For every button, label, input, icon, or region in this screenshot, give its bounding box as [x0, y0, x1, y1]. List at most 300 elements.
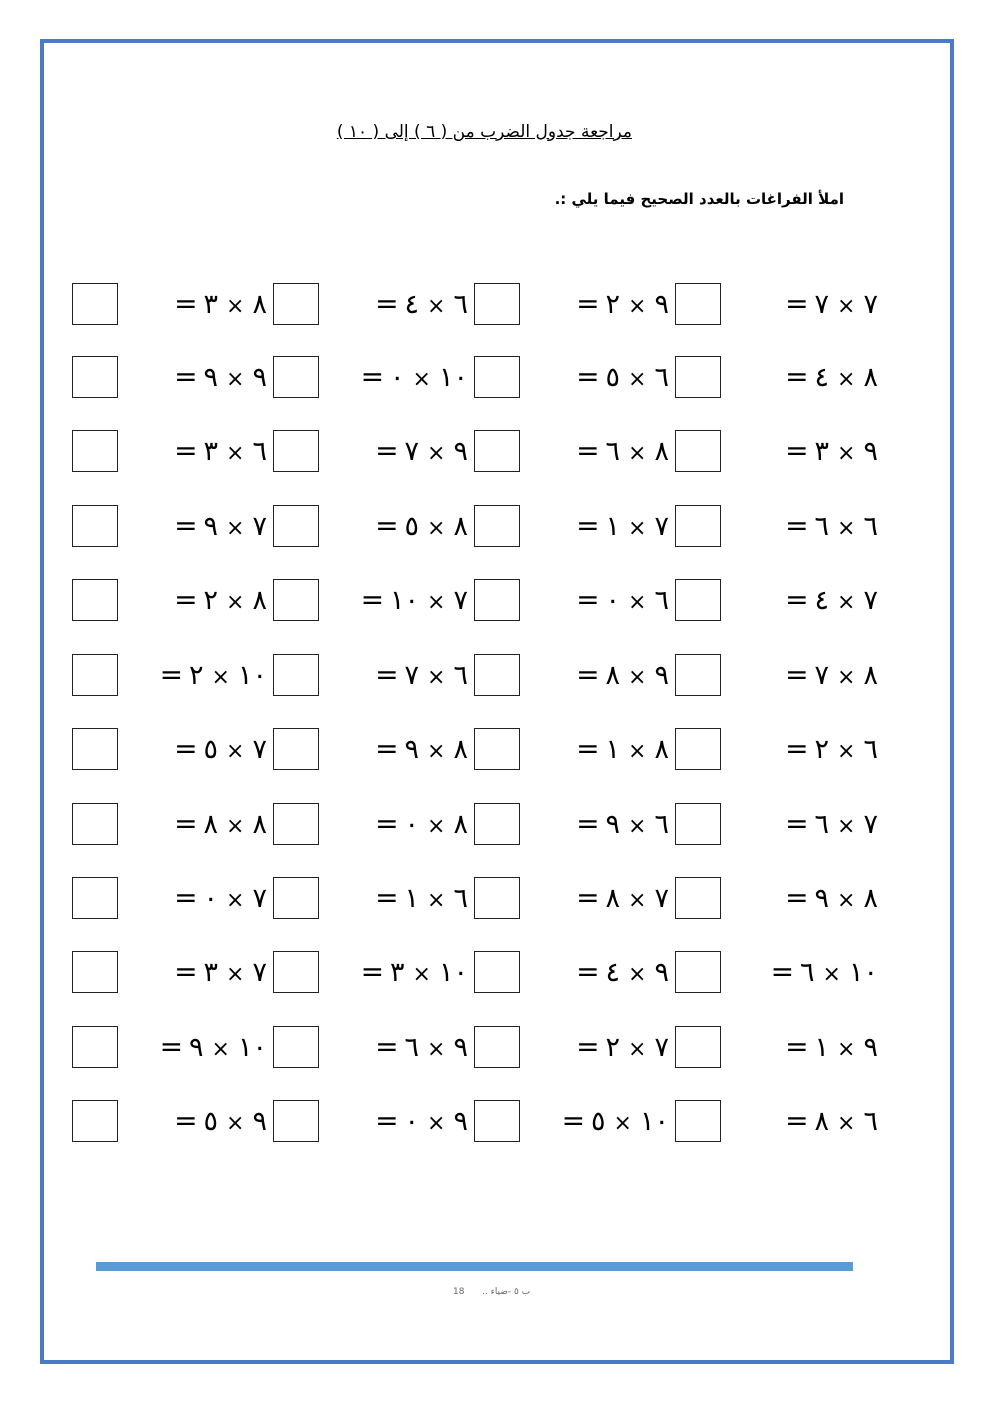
times-sign: ×: [837, 1111, 856, 1136]
multiplier: ٢: [605, 1032, 621, 1063]
multiplication-expression: [566, 728, 669, 770]
answer-box[interactable]: [273, 951, 319, 993]
multiplier: ٠: [390, 362, 405, 393]
multiplication-expression: [775, 505, 878, 547]
multiplier: ١: [814, 1032, 830, 1063]
multiplier: ٨: [814, 1106, 830, 1137]
times-sign: ×: [628, 1037, 647, 1062]
multiplication-expression: [164, 951, 267, 993]
multiplicand: ٦: [863, 511, 878, 542]
page-number: 18: [453, 1287, 465, 1297]
multiplicand: ٨: [654, 734, 669, 765]
multiplicand: ٩: [453, 436, 468, 467]
multiplication-expression: [775, 579, 878, 621]
answer-box[interactable]: [273, 579, 319, 621]
times-sign: ×: [427, 739, 446, 764]
exercise-item: [474, 430, 675, 476]
equals-sign: =: [785, 360, 809, 393]
multiplicand: ١٠: [438, 362, 468, 393]
equals-sign: =: [360, 360, 385, 393]
multiplicand: ٦: [654, 362, 669, 393]
times-sign: ×: [226, 441, 245, 466]
multiplicand: ٧: [252, 957, 267, 988]
multiplication-expression: [775, 430, 878, 472]
exercise-item: [675, 505, 876, 551]
multiplicand: ٧: [863, 809, 878, 840]
multiplier: ٢: [605, 289, 621, 320]
multiplication-expression: [164, 877, 267, 919]
exercise-item: [273, 356, 474, 402]
equals-sign: =: [159, 1030, 184, 1063]
answer-box[interactable]: [72, 654, 118, 696]
equals-sign: =: [174, 434, 198, 467]
exercise-item: [474, 1100, 675, 1146]
exercise-item: [72, 283, 273, 329]
times-sign: ×: [427, 516, 446, 541]
multiplicand: ٨: [252, 289, 267, 320]
multiplication-expression: [775, 1100, 878, 1142]
multiplier: ٢: [203, 585, 219, 616]
times-sign: ×: [427, 814, 446, 839]
exercise-item: [675, 728, 876, 774]
multiplication-expression: [566, 803, 669, 845]
multiplier: ٥: [203, 1106, 219, 1137]
multiplier: ٥: [591, 1106, 606, 1137]
multiplier: ٣: [203, 957, 219, 988]
exercise-item: [675, 951, 876, 997]
equals-sign: =: [576, 1030, 600, 1063]
answer-box[interactable]: [474, 728, 520, 770]
equals-sign: =: [576, 583, 600, 616]
multiplier: ٠: [404, 1106, 420, 1137]
answer-box[interactable]: [474, 803, 520, 845]
exercise-item: [273, 951, 474, 997]
equals-sign: =: [785, 732, 809, 765]
multiplication-expression: [164, 356, 267, 398]
exercise-item: [675, 1026, 876, 1072]
times-sign: ×: [427, 665, 446, 690]
multiplication-expression: [150, 654, 267, 696]
answer-box[interactable]: [675, 877, 721, 919]
answer-box[interactable]: [72, 803, 118, 845]
multiplier: ١: [605, 734, 621, 765]
multiplier: ٧: [814, 660, 830, 691]
answer-box[interactable]: [474, 1100, 520, 1142]
answer-box[interactable]: [72, 1026, 118, 1068]
multiplier: ٠: [203, 883, 219, 914]
equals-sign: =: [375, 509, 399, 542]
answer-box[interactable]: [273, 1100, 319, 1142]
times-sign: ×: [837, 590, 856, 615]
times-sign: ×: [628, 888, 647, 913]
times-sign: ×: [837, 665, 856, 690]
times-sign: ×: [427, 590, 446, 615]
equals-sign: =: [174, 807, 198, 840]
equals-sign: =: [375, 434, 399, 467]
multiplication-expression: [566, 654, 669, 696]
multiplicand: ٦: [654, 585, 669, 616]
equals-sign: =: [375, 1030, 399, 1063]
times-sign: ×: [628, 814, 647, 839]
equals-sign: =: [785, 807, 809, 840]
answer-box[interactable]: [72, 728, 118, 770]
answer-box[interactable]: [474, 505, 520, 547]
exercise-item: [273, 1026, 474, 1072]
multiplier: ٠: [605, 585, 621, 616]
exercise-item: [72, 951, 273, 997]
times-sign: ×: [837, 367, 856, 392]
answer-box[interactable]: [675, 803, 721, 845]
times-sign: ×: [412, 962, 431, 987]
exercise-row: [0, 505, 992, 551]
exercise-item: [72, 356, 273, 402]
multiplication-expression: [365, 728, 468, 770]
multiplication-expression: [164, 1100, 267, 1142]
times-sign: ×: [837, 516, 856, 541]
footer-label: ب ٥ -ضياء ..: [482, 1287, 531, 1297]
answer-box[interactable]: [675, 728, 721, 770]
multiplicand: ٧: [863, 585, 878, 616]
times-sign: ×: [837, 294, 856, 319]
exercise-item: [675, 1100, 876, 1146]
exercise-item: [474, 951, 675, 997]
equals-sign: =: [375, 732, 399, 765]
times-sign: ×: [822, 962, 841, 987]
exercise-item: [273, 430, 474, 476]
exercise-row: [0, 1100, 992, 1146]
answer-box[interactable]: [675, 1100, 721, 1142]
exercise-item: [273, 803, 474, 849]
equals-sign: =: [785, 881, 809, 914]
multiplicand: ٧: [453, 585, 468, 616]
times-sign: ×: [226, 516, 245, 541]
answer-box[interactable]: [675, 951, 721, 993]
multiplication-expression: [775, 877, 878, 919]
equals-sign: =: [576, 360, 600, 393]
multiplication-expression: [164, 283, 267, 325]
answer-box[interactable]: [273, 283, 319, 325]
multiplicand: ٩: [654, 660, 669, 691]
exercise-item: [72, 728, 273, 774]
exercise-item: [474, 877, 675, 923]
answer-box[interactable]: [474, 654, 520, 696]
equals-sign: =: [576, 881, 600, 914]
multiplication-expression: [365, 877, 468, 919]
times-sign: ×: [837, 1037, 856, 1062]
answer-box[interactable]: [474, 430, 520, 472]
times-sign: ×: [226, 590, 245, 615]
equals-sign: =: [375, 881, 399, 914]
multiplication-expression: [552, 1100, 669, 1142]
exercise-item: [273, 877, 474, 923]
exercise-item: [675, 803, 876, 849]
multiplication-expression: [351, 579, 468, 621]
multiplier: ٩: [605, 809, 621, 840]
footer-divider: [96, 1262, 853, 1271]
multiplier: ٢: [189, 660, 204, 691]
multiplication-expression: [566, 579, 669, 621]
exercise-row: [0, 356, 992, 402]
multiplier: ٠: [404, 809, 420, 840]
times-sign: ×: [837, 441, 856, 466]
multiplicand: ١٠: [237, 660, 267, 691]
multiplication-expression: [164, 579, 267, 621]
multiplier: ٧: [404, 436, 420, 467]
times-sign: ×: [628, 962, 647, 987]
times-sign: ×: [211, 665, 230, 690]
multiplicand: ٩: [863, 1032, 878, 1063]
equals-sign: =: [375, 807, 399, 840]
equals-sign: =: [174, 732, 198, 765]
equals-sign: =: [576, 955, 600, 988]
multiplicand: ٦: [453, 883, 468, 914]
equals-sign: =: [174, 881, 198, 914]
multiplication-expression: [164, 430, 267, 472]
times-sign: ×: [427, 441, 446, 466]
answer-box[interactable]: [273, 654, 319, 696]
multiplier: ٣: [814, 436, 830, 467]
multiplication-expression: [775, 654, 878, 696]
exercise-row: [0, 654, 992, 700]
times-sign: ×: [226, 814, 245, 839]
equals-sign: =: [785, 509, 809, 542]
worksheet-title: مراجعة جدول الضرب من ( ٦ ) إلى ( ١٠ ): [336, 122, 632, 142]
answer-box[interactable]: [675, 579, 721, 621]
exercise-item: [72, 430, 273, 476]
answer-box[interactable]: [273, 877, 319, 919]
multiplication-expression: [365, 1100, 468, 1142]
times-sign: ×: [628, 739, 647, 764]
multiplicand: ٧: [654, 883, 669, 914]
exercise-row: [0, 951, 992, 997]
multiplier: ٨: [203, 809, 219, 840]
answer-box[interactable]: [72, 877, 118, 919]
equals-sign: =: [576, 732, 600, 765]
exercise-row: [0, 803, 992, 849]
answer-box[interactable]: [273, 803, 319, 845]
multiplier: ٤: [404, 289, 420, 320]
multiplier: ١: [605, 511, 621, 542]
answer-box[interactable]: [72, 356, 118, 398]
multiplication-expression: [365, 1026, 468, 1068]
times-sign: ×: [837, 739, 856, 764]
multiplier: ٣: [203, 289, 219, 320]
multiplier: ٩: [203, 362, 219, 393]
times-sign: ×: [226, 739, 245, 764]
exercise-row: [0, 579, 992, 625]
times-sign: ×: [211, 1037, 230, 1062]
exercise-item: [273, 505, 474, 551]
multiplicand: ٦: [453, 289, 468, 320]
answer-box[interactable]: [675, 356, 721, 398]
multiplicand: ٧: [654, 1032, 669, 1063]
multiplier: ١٠: [390, 585, 420, 616]
multiplication-expression: [365, 505, 468, 547]
multiplier: ٤: [605, 957, 621, 988]
multiplier: ٥: [203, 734, 219, 765]
multiplicand: ٨: [863, 362, 878, 393]
answer-box[interactable]: [474, 951, 520, 993]
equals-sign: =: [159, 658, 184, 691]
multiplier: ٤: [814, 585, 830, 616]
equals-sign: =: [576, 807, 600, 840]
multiplicand: ٩: [453, 1106, 468, 1137]
equals-sign: =: [576, 658, 600, 691]
exercise-item: [675, 654, 876, 700]
equals-sign: =: [174, 287, 198, 320]
exercise-row: [0, 430, 992, 476]
exercise-item: [72, 1026, 273, 1072]
exercise-item: [675, 283, 876, 329]
multiplier: ٦: [814, 809, 830, 840]
multiplicand: ٦: [863, 734, 878, 765]
equals-sign: =: [785, 287, 809, 320]
answer-box[interactable]: [273, 1026, 319, 1068]
equals-sign: =: [360, 955, 385, 988]
equals-sign: =: [174, 1104, 198, 1137]
times-sign: ×: [613, 1111, 632, 1136]
answer-box[interactable]: [675, 654, 721, 696]
multiplication-expression: [164, 803, 267, 845]
multiplication-expression: [164, 505, 267, 547]
multiplicand: ٩: [654, 957, 669, 988]
answer-box[interactable]: [72, 505, 118, 547]
multiplier: ٦: [404, 1032, 420, 1063]
multiplier: ١: [404, 883, 420, 914]
times-sign: ×: [837, 814, 856, 839]
exercise-item: [273, 1100, 474, 1146]
multiplicand: ٦: [252, 436, 267, 467]
equals-sign: =: [174, 509, 198, 542]
multiplication-expression: [566, 951, 669, 993]
multiplication-expression: [150, 1026, 267, 1068]
answer-box[interactable]: [474, 283, 520, 325]
exercise-item: [675, 877, 876, 923]
multiplication-expression: [566, 1026, 669, 1068]
times-sign: ×: [226, 294, 245, 319]
multiplication-expression: [566, 283, 669, 325]
answer-box[interactable]: [72, 951, 118, 993]
exercise-row: [0, 728, 992, 774]
exercise-row: [0, 1026, 992, 1072]
times-sign: ×: [628, 441, 647, 466]
answer-box[interactable]: [72, 430, 118, 472]
multiplicand: ١٠: [848, 957, 878, 988]
equals-sign: =: [375, 1104, 399, 1137]
exercise-item: [474, 654, 675, 700]
multiplier: ٩: [189, 1032, 204, 1063]
multiplication-expression: [775, 1026, 878, 1068]
multiplicand: ١٠: [237, 1032, 267, 1063]
multiplication-expression: [566, 877, 669, 919]
multiplicand: ٦: [654, 809, 669, 840]
answer-box[interactable]: [474, 579, 520, 621]
answer-box[interactable]: [273, 728, 319, 770]
answer-box[interactable]: [72, 1100, 118, 1142]
exercise-item: [675, 356, 876, 402]
multiplicand: ٨: [252, 809, 267, 840]
multiplication-expression: [164, 728, 267, 770]
times-sign: ×: [837, 888, 856, 913]
multiplier: ٧: [404, 660, 420, 691]
equals-sign: =: [576, 509, 600, 542]
exercise-item: [474, 1026, 675, 1072]
multiplication-expression: [351, 356, 468, 398]
answer-box[interactable]: [474, 1026, 520, 1068]
answer-box[interactable]: [273, 430, 319, 472]
answer-box[interactable]: [273, 356, 319, 398]
answer-box[interactable]: [675, 1026, 721, 1068]
multiplicand: ٦: [453, 660, 468, 691]
multiplicand: ٨: [453, 511, 468, 542]
answer-box[interactable]: [72, 579, 118, 621]
answer-box[interactable]: [675, 283, 721, 325]
multiplication-expression: [365, 283, 468, 325]
multiplication-expression: [566, 356, 669, 398]
exercise-item: [474, 356, 675, 402]
exercise-item: [474, 803, 675, 849]
multiplier: ٥: [404, 511, 420, 542]
equals-sign: =: [174, 955, 198, 988]
exercise-item: [474, 728, 675, 774]
multiplicand: ٩: [453, 1032, 468, 1063]
equals-sign: =: [785, 658, 809, 691]
exercise-item: [72, 877, 273, 923]
multiplier: ٦: [800, 957, 815, 988]
multiplication-expression: [775, 803, 878, 845]
multiplier: ٣: [203, 436, 219, 467]
multiplicand: ٨: [863, 883, 878, 914]
exercise-row: [0, 283, 992, 329]
times-sign: ×: [628, 665, 647, 690]
multiplicand: ٨: [654, 436, 669, 467]
answer-box[interactable]: [474, 877, 520, 919]
answer-box[interactable]: [675, 505, 721, 547]
multiplication-expression: [761, 951, 878, 993]
answer-box[interactable]: [273, 505, 319, 547]
equals-sign: =: [785, 1104, 809, 1137]
multiplicand: ٧: [252, 511, 267, 542]
answer-box[interactable]: [675, 430, 721, 472]
times-sign: ×: [628, 516, 647, 541]
exercise-item: [675, 430, 876, 476]
times-sign: ×: [226, 962, 245, 987]
exercise-row: [0, 877, 992, 923]
exercise-item: [72, 654, 273, 700]
multiplier: ٩: [814, 883, 830, 914]
exercise-item: [72, 505, 273, 551]
multiplier: ٨: [605, 660, 621, 691]
times-sign: ×: [628, 367, 647, 392]
times-sign: ×: [427, 294, 446, 319]
multiplier: ٢: [814, 734, 830, 765]
answer-box[interactable]: [72, 283, 118, 325]
multiplicand: ٨: [252, 585, 267, 616]
multiplicand: ٨: [453, 734, 468, 765]
multiplicand: ٧: [863, 289, 878, 320]
equals-sign: =: [375, 658, 399, 691]
multiplicand: ٨: [863, 660, 878, 691]
exercise-item: [273, 579, 474, 625]
multiplier: ٩: [203, 511, 219, 542]
times-sign: ×: [628, 590, 647, 615]
multiplicand: ٧: [252, 883, 267, 914]
multiplicand: ١٠: [639, 1106, 669, 1137]
equals-sign: =: [576, 434, 600, 467]
answer-box[interactable]: [474, 356, 520, 398]
multiplication-expression: [351, 951, 468, 993]
multiplication-expression: [775, 728, 878, 770]
